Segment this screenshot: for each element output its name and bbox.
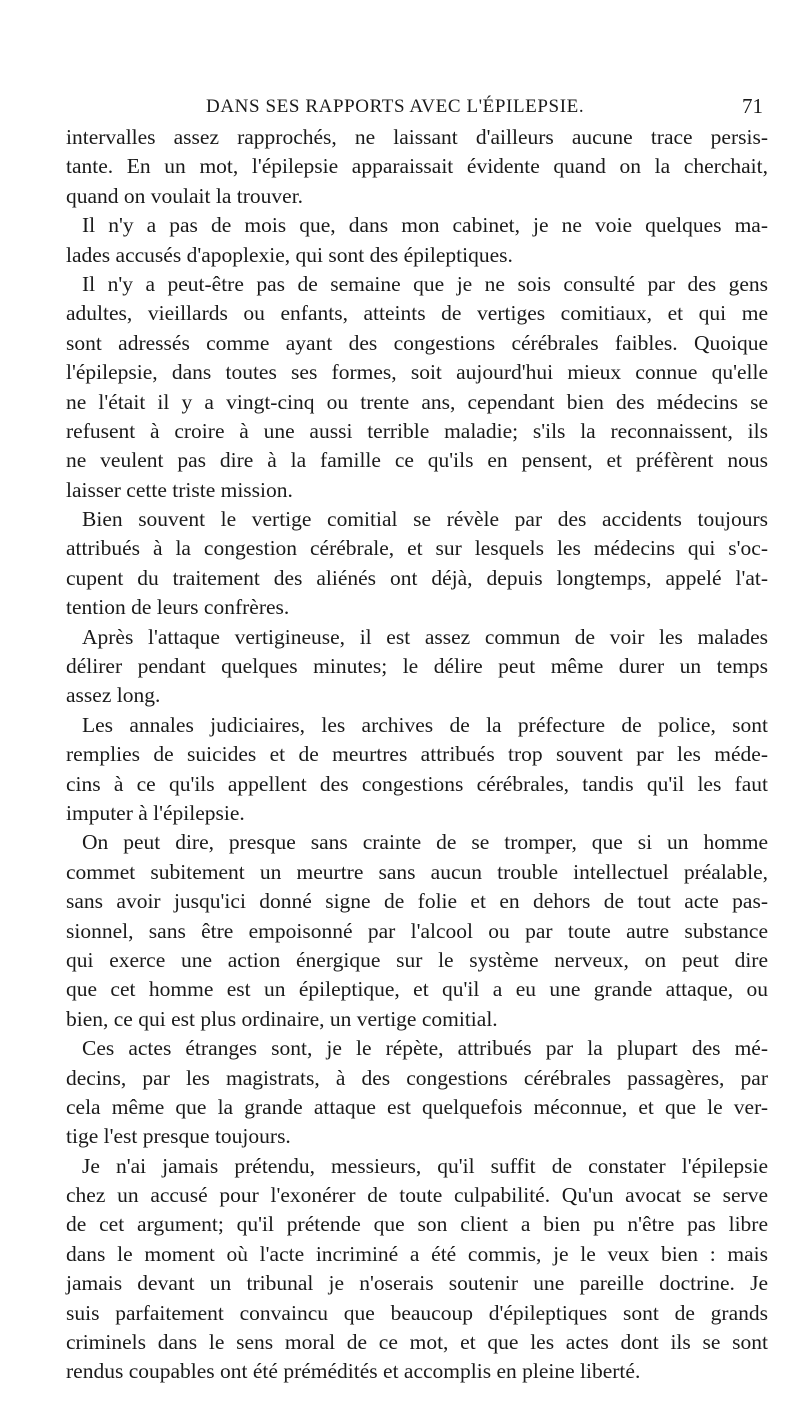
text-line: quand on voulait la trouver. <box>66 183 304 208</box>
text-line: de cet argument; qu'il prétende que son client a bien pu n'être pas libre <box>66 1212 768 1237</box>
text-line: Je n'ai jamais prétendu, messieurs, qu'il suffit de constater l'épilepsie <box>82 1153 768 1178</box>
text-line: Il n'y a peut-être pas de semaine que je ne sois consulté par des gens <box>82 271 768 296</box>
text-line: Les annales judiciaires, les archives de la préfecture de police, sont <box>82 712 768 737</box>
text-line: Ces actes étranges sont, je le répète, attribués par la plupart des mé- <box>82 1036 768 1061</box>
text-line: tention de leurs confrères. <box>66 595 290 620</box>
text-line: commet subitement un meurtre sans aucun trouble intellectuel préalable, <box>66 859 768 884</box>
text-line: cupent du traitement des aliénés ont déjà, depuis longtemps, appelé l'at- <box>66 565 768 590</box>
text-line: sont adressés comme ayant des congestions cérébrales faibles. Quoique <box>66 330 768 355</box>
text-line: attribués à la congestion cérébrale, et sur lesquels les médecins qui s'oc- <box>66 536 768 561</box>
text-line: bien, ce qui est plus ordinaire, un vertige comitial. <box>66 1006 498 1031</box>
text-line: remplies de suicides et de meurtres attribués trop souvent par les méde- <box>66 742 768 767</box>
text-line: laisser cette triste mission. <box>66 477 293 502</box>
text-line: lades accusés d'apoplexie, qui sont des épileptiques. <box>66 242 513 267</box>
text-line: tige l'est presque toujours. <box>66 1124 291 1149</box>
text-line: que cet homme est un épileptique, et qu'il a eu une grande attaque, ou <box>66 977 768 1002</box>
text-line: criminels dans le sens moral de ce mot, et que les actes dont ils se sont <box>66 1330 768 1355</box>
text-line: assez long. <box>66 683 161 708</box>
text-line: tante. En un mot, l'épilepsie apparaissait évidente quand on la cherchait, <box>66 154 768 179</box>
text-line: Bien souvent le vertige comitial se révèle par des accidents toujours <box>82 507 768 532</box>
text-line: cela même que la grande attaque est quelquefois méconnue, et que le ver- <box>66 1094 768 1119</box>
text-line: imputer à l'épilepsie. <box>66 800 245 825</box>
text-line: Après l'attaque vertigineuse, il est assez commun de voir les malades <box>82 624 768 649</box>
text-line: rendus coupables ont été prémédités et accomplis en pleine liberté. <box>66 1359 641 1384</box>
text-line: cins à ce qu'ils appellent des congestions cérébrales, tandis qu'il les faut <box>66 771 768 796</box>
text-line: qui exerce une action énergique sur le système nerveux, on peut dire <box>66 947 768 972</box>
page-number: 71 <box>742 94 763 118</box>
text-line: decins, par les magistrats, à des congestions cérébrales passagères, par <box>66 1065 768 1090</box>
text-line: intervalles assez rapprochés, ne laissant d'ailleurs aucune trace persis- <box>66 125 768 149</box>
text-line: adultes, vieillards ou enfants, atteints de vertiges comitiaux, et qui me <box>66 301 768 326</box>
text-line: l'épilepsie, dans toutes ses formes, soit aujourd'hui mieux connue qu'elle <box>66 360 768 385</box>
text-line: délirer pendant quelques minutes; le délire peut même durer un temps <box>66 654 768 679</box>
text-line: suis parfaitement convaincu que beaucoup d'épileptiques sont de grands <box>66 1300 768 1325</box>
text-line: sionnel, sans être empoisonné par l'alcool ou par toute autre substance <box>66 918 768 943</box>
body-text <box>66 123 768 1387</box>
text-line: ne l'était il y a vingt-cinq ou trente ans, cependant bien des médecins se <box>66 389 768 414</box>
text-line: chez un accusé pour l'exonérer de toute culpabilité. Qu'un avocat se serve <box>66 1183 768 1208</box>
text-line: sans avoir jusqu'ici donné signe de folie et en dehors de tout acte pas- <box>66 889 768 914</box>
running-head: DANS SES RAPPORTS AVEC L'ÉPILEPSIE. <box>206 96 585 117</box>
text-line: refusent à croire à une aussi terrible maladie; s'ils la reconnaissent, ils <box>66 418 768 443</box>
text-line: On peut dire, presque sans crainte de se tromper, que si un homme <box>82 830 768 855</box>
text-line: ne veulent pas dire à la famille ce qu'ils en pensent, et préfèrent nous <box>66 448 768 473</box>
text-line: dans le moment où l'acte incriminé a été commis, je le veux bien : mais <box>66 1241 768 1266</box>
text-line: Il n'y a pas de mois que, dans mon cabinet, je ne voie quelques ma- <box>82 213 768 238</box>
text-line: jamais devant un tribunal je n'oserais soutenir une pareille doctrine. Je <box>66 1271 768 1296</box>
